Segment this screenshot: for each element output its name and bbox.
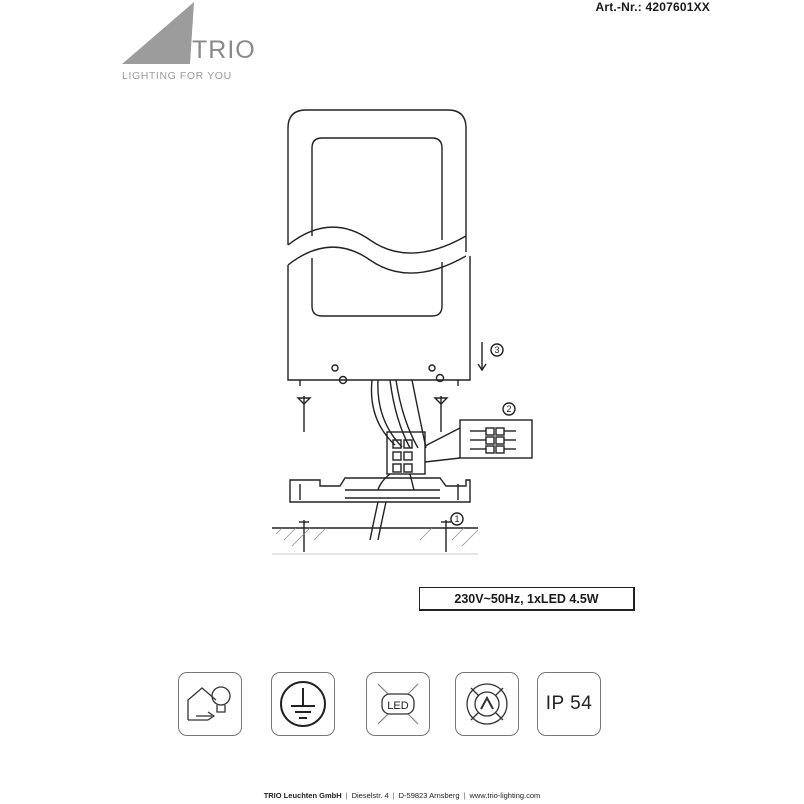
step-1-number: 1 (454, 514, 460, 524)
brand-name: TRIO (192, 36, 256, 64)
dimmer-icon (459, 676, 515, 732)
footer-company: TRIO Leuchten GmbH (263, 791, 342, 800)
ip-rating-icon-box (537, 672, 601, 736)
indoor-outdoor-icon (182, 676, 238, 732)
dimmer-icon-box (455, 672, 519, 736)
led-not-replaceable-icon (370, 676, 426, 732)
indoor-outdoor-icon-box (178, 672, 242, 736)
led-text: LED (387, 700, 409, 712)
earth-ground-icon-box (271, 672, 335, 736)
earth-ground-icon (275, 676, 331, 732)
step-3-number: 3 (494, 345, 500, 355)
article-number: Art.-Nr.: 4207601XX (595, 0, 710, 14)
footer: TRIO Leuchten GmbH | Dieselstr. 4 | D-59823 Arnsberg | www.trio-lighting.com (263, 791, 541, 800)
ip-rating-text: IP 54 (545, 693, 593, 714)
led-icon-box (366, 672, 430, 736)
power-spec-box (419, 587, 635, 611)
brand-tagline: LIGHTING FOR YOU (122, 70, 232, 82)
footer-street: Dieselstr. 4 (351, 791, 389, 800)
footer-city: D-59823 Arnsberg (398, 791, 460, 800)
lamp-window-top (312, 138, 442, 240)
step-2-number: 2 (506, 404, 512, 414)
footer-website[interactable]: www.trio-lighting.com (469, 791, 541, 800)
power-spec-text: 230V~50Hz, 1xLED 4.5W (454, 591, 599, 606)
